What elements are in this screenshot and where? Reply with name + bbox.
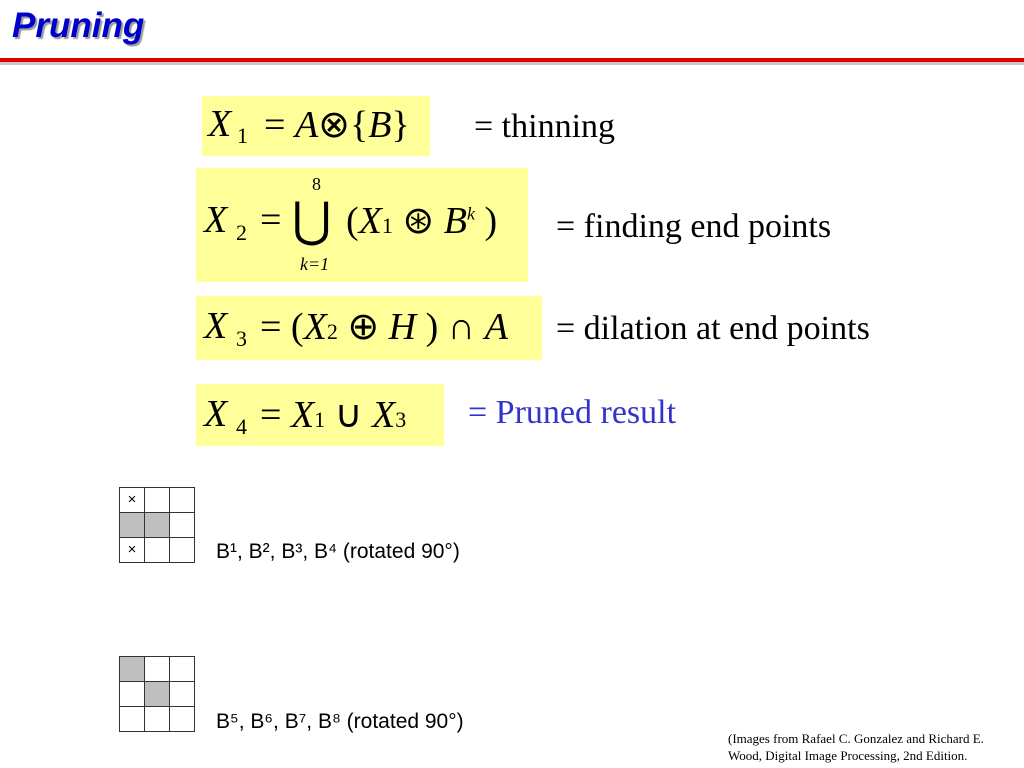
- grid1-cell: [145, 538, 170, 563]
- equation-dilation: [196, 296, 542, 360]
- eq2-equals: =: [260, 199, 282, 241]
- grid2-cell-shaded: [145, 682, 170, 707]
- eq1-formula: = A⊗{B}: [264, 104, 410, 146]
- eq4-description: = Pruned result: [468, 394, 677, 431]
- grid2-caption: B⁵, B⁶, B⁷, B⁸ (rotated 90°): [216, 710, 464, 733]
- eq1-lhs: X: [208, 103, 232, 145]
- grid1-cell: [145, 488, 170, 513]
- eq2-description: = finding end points: [556, 208, 832, 245]
- image-credit: (Images from Rafael C. Gonzalez and Richard E. Wood, Digital Image Processing, 2nd Edition.: [728, 731, 984, 763]
- structuring-element-grid-b5-b8: [119, 656, 195, 732]
- grid2-cell: [145, 657, 170, 682]
- eq4-lhs: X: [204, 393, 228, 435]
- equation-end-points: [196, 168, 528, 282]
- eq3-lhs: X: [204, 305, 228, 347]
- eq2-union-operator: ⋃: [292, 194, 332, 247]
- grid1-caption: B¹, B², B³, B⁴ (rotated 90°): [216, 540, 460, 563]
- grid2-cell: [170, 657, 195, 682]
- eq2-lower-limit: k=1: [300, 254, 330, 274]
- grid1-cell: ×: [120, 488, 145, 513]
- grid1-cell: [170, 538, 195, 563]
- grid1-cell: [170, 488, 195, 513]
- eq1-description: = thinning: [474, 108, 616, 145]
- equation-thinning: [202, 96, 430, 156]
- grid2-cell: [120, 707, 145, 732]
- eq2-upper-limit: 8: [312, 174, 321, 194]
- eq4-lhs-subscript: 4: [236, 414, 247, 439]
- equation-pruned-result: [196, 384, 444, 446]
- eq2-formula: (X1 ⊛ $B^k$ ): [346, 200, 498, 242]
- eq3-lhs-subscript: 3: [236, 326, 247, 351]
- eq3-formula: = (X2 ⊕ H ) ∩ A: [260, 306, 508, 348]
- grid1-cell: [170, 513, 195, 538]
- grid2-cell: [120, 682, 145, 707]
- eq2-lhs: X: [204, 199, 228, 241]
- grid2-cell: [170, 682, 195, 707]
- grid2-cell: [145, 707, 170, 732]
- grid1-cell: ×: [120, 538, 145, 563]
- grid2-cell: [170, 707, 195, 732]
- structuring-element-grid-b1-b4: [119, 487, 195, 563]
- title-divider-shadow: [0, 62, 1024, 65]
- eq1-lhs-subscript: 1: [237, 123, 248, 148]
- slide-title: Pruning: [12, 6, 145, 45]
- grid1-cell-shaded: [120, 513, 145, 538]
- eq3-description: = dilation at end points: [556, 310, 870, 347]
- eq2-lhs-subscript: 2: [236, 220, 247, 245]
- grid1-cell-shaded: [145, 513, 170, 538]
- eq4-formula: = X1 ∪ X3: [260, 394, 407, 436]
- grid2-cell-shaded: [120, 657, 145, 682]
